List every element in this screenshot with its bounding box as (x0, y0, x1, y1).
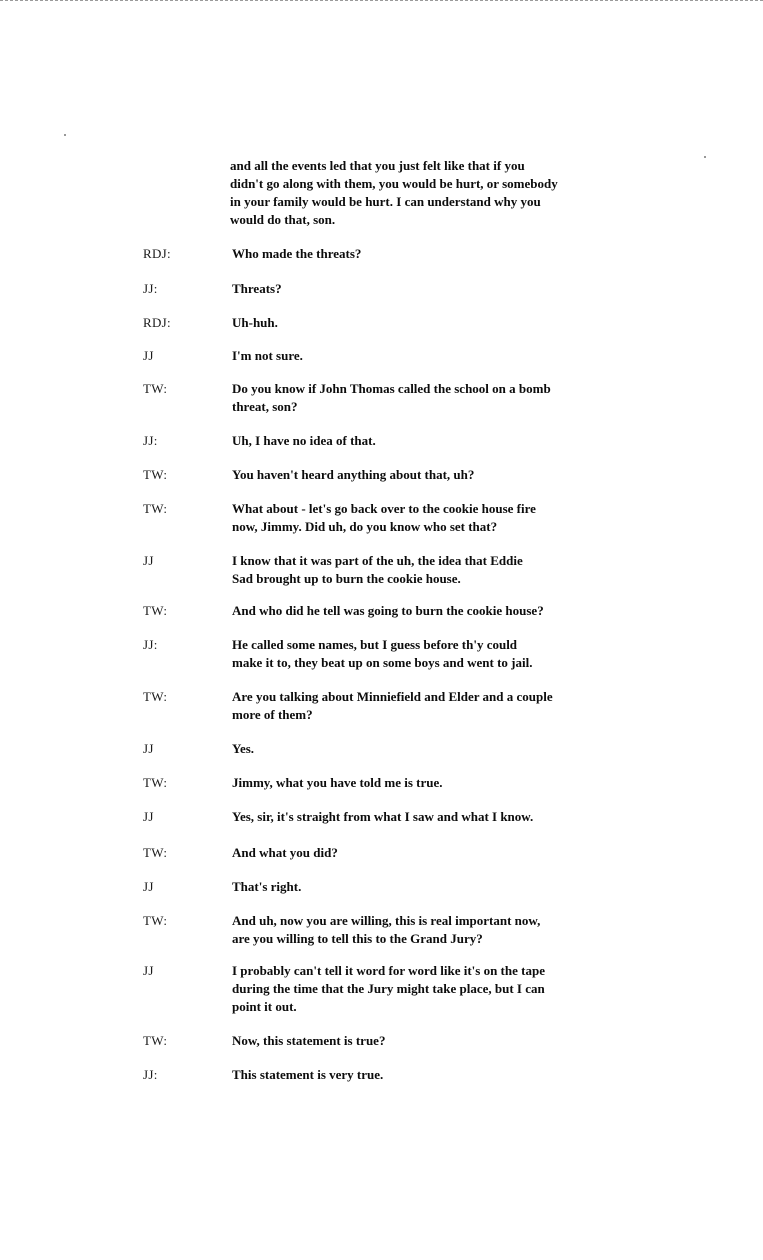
dialogue-text (232, 774, 680, 792)
speaker-label: TW: (143, 603, 168, 618)
text-line: He called some names, but I guess before th'y could (232, 637, 518, 652)
speaker-label: RDJ: (143, 315, 171, 330)
speaker-label: TW: (143, 913, 168, 928)
dialogue-text (232, 962, 680, 1016)
dialogue-text (232, 1032, 680, 1050)
text-line: in your family would be hurt. I can understand why you (230, 194, 541, 209)
speaker-label: JJ: (143, 281, 158, 296)
dialogue-text (232, 314, 680, 332)
text-line: during the time that the Jury might take place, but I can (232, 981, 545, 996)
dialogue-text (232, 500, 680, 536)
dialogue-text (232, 636, 680, 672)
text-line: I know that it was part of the uh, the idea that Eddie (232, 553, 523, 568)
dialogue-text (232, 1066, 680, 1084)
dialogue-text (232, 347, 680, 365)
text-line: are you willing to tell this to the Grand Jury? (232, 931, 483, 946)
dialogue-text (232, 602, 680, 620)
text-line: would do that, son. (230, 212, 336, 227)
speaker-label: JJ (143, 809, 154, 824)
text-line: And uh, now you are willing, this is real important now, (232, 913, 541, 928)
text-line: I probably can't tell it word for word like it's on the tape (232, 963, 545, 978)
dialogue-text (232, 380, 680, 416)
speaker-label: JJ: (143, 637, 158, 652)
text-line: Do you know if John Thomas called the school on a bomb (232, 381, 551, 396)
speaker-label: TW: (143, 467, 168, 482)
dialogue-text (232, 432, 680, 450)
dialogue-text (232, 688, 680, 724)
text-line: That's right. (232, 879, 302, 894)
speaker-label: TW: (143, 775, 168, 790)
speaker-label: TW: (143, 501, 168, 516)
dialogue-text (232, 280, 680, 298)
text-line: What about - let's go back over to the cookie house fire (232, 501, 536, 516)
dialogue-text (232, 740, 680, 758)
dialogue-text (232, 808, 680, 826)
speaker-label: JJ (143, 348, 154, 363)
text-line: make it to, they beat up on some boys and went to jail. (232, 655, 533, 670)
text-line: Sad brought up to burn the cookie house. (232, 571, 461, 586)
dialogue-text (232, 466, 680, 484)
text-line: Who made the threats? (232, 246, 362, 261)
text-line: point it out. (232, 999, 297, 1014)
continuation-text (230, 157, 678, 229)
dialogue-text (232, 245, 680, 263)
text-line: You haven't heard anything about that, uh? (232, 467, 475, 482)
speaker-label: JJ (143, 879, 154, 894)
text-line: threat, son? (232, 399, 298, 414)
speaker-label: JJ: (143, 1067, 158, 1082)
text-line: Uh-huh. (232, 315, 278, 330)
speaker-label: TW: (143, 1033, 168, 1048)
text-line: And who did he tell was going to burn the cookie house? (232, 603, 544, 618)
speaker-label: TW: (143, 845, 168, 860)
text-line: Now, this statement is true? (232, 1033, 386, 1048)
speaker-label: JJ: (143, 433, 158, 448)
text-line: Jimmy, what you have told me is true. (232, 775, 443, 790)
text-line: more of them? (232, 707, 313, 722)
dialogue-text (232, 552, 680, 588)
speaker-label: JJ (143, 553, 154, 568)
speaker-label: JJ (143, 741, 154, 756)
text-line: I'm not sure. (232, 348, 303, 363)
text-line: And what you did? (232, 845, 338, 860)
text-line: and all the events led that you just felt like that if you (230, 158, 525, 173)
text-line: Threats? (232, 281, 282, 296)
text-line: Yes. (232, 741, 255, 756)
text-line: Uh, I have no idea of that. (232, 433, 376, 448)
text-line: Are you talking about Minniefield and Elder and a couple (232, 689, 553, 704)
speaker-label: TW: (143, 689, 168, 704)
dialogue-text (232, 844, 680, 862)
speaker-label: TW: (143, 381, 168, 396)
text-line: didn't go along with them, you would be hurt, or somebody (230, 176, 558, 191)
speaker-label: JJ (143, 963, 154, 978)
speaker-label: RDJ: (143, 246, 171, 261)
dialogue-text (232, 912, 680, 948)
text-line: now, Jimmy. Did uh, do you know who set that? (232, 519, 498, 534)
text-line: This statement is very true. (232, 1067, 384, 1082)
text-line: Yes, sir, it's straight from what I saw and what I know. (232, 809, 534, 824)
dialogue-text (232, 878, 680, 896)
